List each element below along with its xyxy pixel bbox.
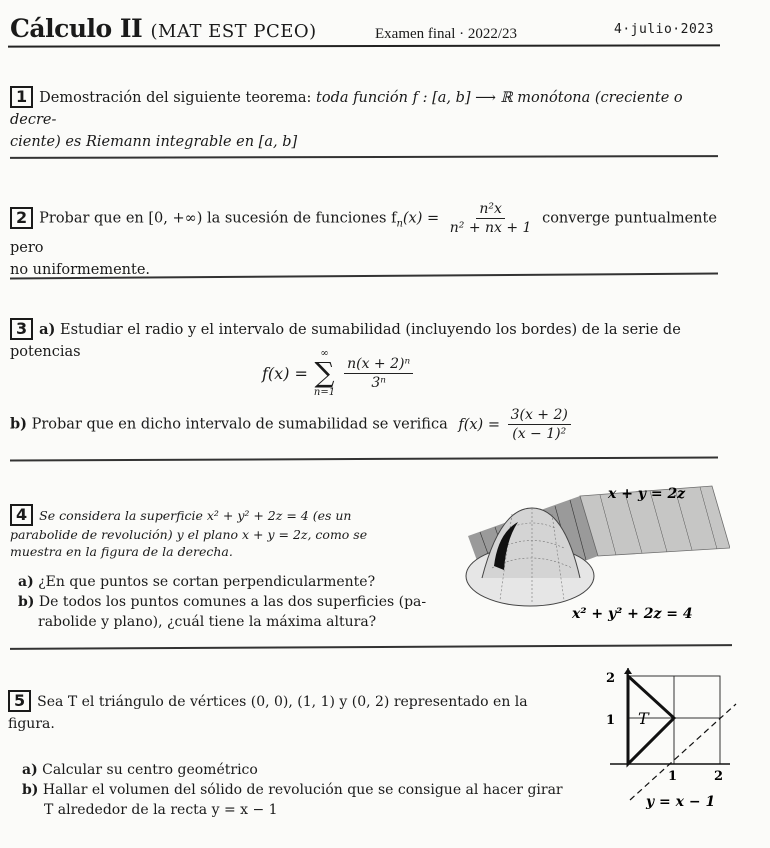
exam-label: Examen final · 2022/23 <box>375 26 518 42</box>
q3-part-b-num: 3(x + 2) <box>508 406 571 425</box>
course-name: Cálculo II <box>10 14 143 43</box>
q3-part-a: Estudiar el radio y el intervalo de sumabilidad (incluyendo los bordes) de la serie de potencias <box>10 322 681 360</box>
question-number: 2 <box>10 207 33 229</box>
q4-part-b-2: rabolide y plano), ¿cuál tiene la máxima altura? <box>38 614 377 630</box>
part-label: a) <box>22 762 38 778</box>
divider <box>10 644 732 649</box>
q2-text-c: no uniformemente. <box>10 262 151 278</box>
q4-intro-2: parabolide de revolución) y el plano x + y = 2z, como se <box>10 527 368 542</box>
header-underline <box>8 44 720 47</box>
q4-intro-3: muestra en la figura de la derecha. <box>10 544 233 559</box>
question-2 <box>10 200 740 281</box>
part-label: a) <box>39 321 56 338</box>
plane-label: x + y = 2z <box>608 486 686 502</box>
question-number: 4 <box>10 504 33 526</box>
q3-part-b-lhs: f(x) = <box>458 416 500 433</box>
q2-fraction <box>447 200 535 237</box>
q2-text-a: Probar que en [0, +∞) la sucesión de funciones f <box>39 210 397 227</box>
exam-header <box>0 0 770 60</box>
question-3-part-b <box>10 406 750 443</box>
x-tick-label: 2 <box>714 769 724 784</box>
q5-triangle-figure <box>600 668 750 818</box>
question-4-parts <box>18 572 438 632</box>
q1-theorem: toda función f : [a, b] ⟶ ℝ monótona (creciente o decre- <box>10 90 683 128</box>
part-label: a) <box>18 574 34 590</box>
part-label: b) <box>22 782 39 798</box>
part-label: b) <box>18 594 35 610</box>
q4-part-a: ¿En que puntos se cortan perpendicularmente? <box>38 574 376 590</box>
surface-label: x² + y² + 2z = 4 <box>572 606 693 622</box>
q3-sigma-symbol: ∑ <box>314 356 335 389</box>
triangle-label: T <box>638 709 649 728</box>
q1-theorem-cont: ciente) es Riemann integrable en [a, b] <box>10 134 298 150</box>
exam-date: 4·julio·2023 <box>614 22 714 37</box>
q4-intro-1: Se considera la superficie x² + y² + 2z = 4 (es un <box>39 508 352 523</box>
q3-series-num: n(x + 2)ⁿ <box>344 355 413 374</box>
question-5-parts <box>22 760 582 820</box>
q3-series-lhs: f(x) = <box>262 363 308 383</box>
y-tick-label: 2 <box>606 671 616 686</box>
q2-text-b: converge puntualmente pero <box>10 210 717 256</box>
part-label: b) <box>10 415 27 433</box>
question-4-intro <box>10 504 430 560</box>
q3-sigma-top: ∞ <box>320 348 329 359</box>
q2-subscript: n <box>396 218 403 230</box>
q5-figure-labels <box>606 671 723 810</box>
question-number: 3 <box>10 318 33 340</box>
question-number: 1 <box>10 86 33 108</box>
q5-intro-1: Sea T el triángulo de vértices (0, 0), (1, 1) y (0, 2) representado en la <box>37 694 528 710</box>
q1-text: Demostración del siguiente teorema: <box>39 90 317 106</box>
q5-part-a: Calcular su centro geométrico <box>42 762 258 778</box>
q3-sigma-bottom: n=1 <box>313 387 336 398</box>
course-title <box>10 14 317 43</box>
q5-part-b-1: Hallar el volumen del sólido de revolución que se consigue al hacer girar <box>42 782 563 798</box>
q5-part-b-2: T alrededor de la recta y = x − 1 <box>44 802 278 818</box>
y-axis-arrow <box>624 668 632 674</box>
q4-surface-figure <box>460 478 730 628</box>
q3-sigma <box>314 348 335 398</box>
triangle-T <box>628 676 674 764</box>
q3-series-fraction <box>344 355 413 392</box>
question-number: 5 <box>8 690 31 712</box>
divider <box>10 456 718 461</box>
q3-series-den: 3ⁿ <box>371 374 386 391</box>
q3-part-b: Probar que en dicho intervalo de sumabilidad se verifica <box>31 416 448 433</box>
course-subtitle: (MAT EST PCEO) <box>150 21 317 42</box>
y-tick-label: 1 <box>606 713 616 728</box>
q2-fx: (x) = <box>402 210 440 227</box>
question-5-intro <box>8 690 568 735</box>
line-label: y = x − 1 <box>646 794 716 810</box>
q2-frac-den: n² + nx + 1 <box>449 220 532 236</box>
q3-part-b-fraction <box>508 406 571 443</box>
divider <box>10 155 718 158</box>
q3-part-b-den: (x − 1)² <box>512 426 567 442</box>
q4-part-b-1: De todos los puntos comunes a las dos superficies (pa- <box>38 594 427 610</box>
q3-series <box>262 348 416 398</box>
question-1 <box>10 86 730 153</box>
q2-frac-num: n²x <box>476 200 505 219</box>
x-tick-label: 1 <box>668 769 678 784</box>
q5-intro-2: figura. <box>8 716 55 732</box>
